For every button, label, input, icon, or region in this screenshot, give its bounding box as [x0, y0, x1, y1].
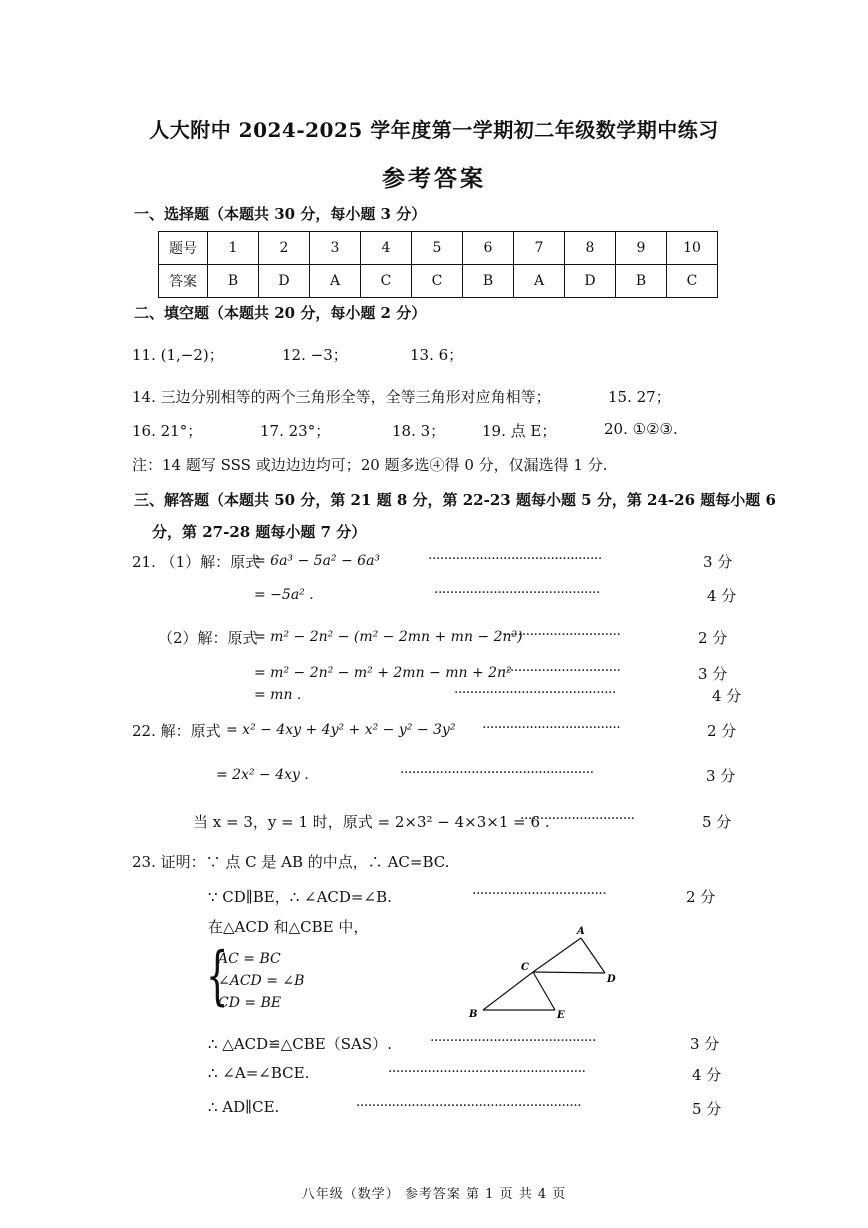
q23-line6: ∴ AD∥CE.	[208, 1098, 280, 1116]
answer-q17: 17. 23°；	[260, 422, 331, 440]
q21-part2-score3: 4 分	[712, 687, 742, 705]
q22-score1: 2 分	[707, 722, 737, 740]
q22-score2: 3 分	[706, 767, 736, 785]
q23-line4: ∴ △ACD≌△CBE（SAS）.	[208, 1035, 392, 1053]
q23-line2: ∵ CD∥BE，∴ ∠ACD=∠B.	[208, 888, 392, 906]
table-cell-answer: B	[208, 265, 259, 298]
q23-system-eq1: AC = BC	[218, 951, 281, 967]
part3-heading-cont: 分，第 27-28 题每小题 7 分）	[152, 523, 367, 541]
q23-system-eq2: ∠ACD = ∠B	[218, 973, 305, 989]
dot-leader: ·························································	[356, 1098, 582, 1114]
dot-leader: ··········································	[434, 585, 600, 601]
dot-leader: ·········································	[454, 685, 616, 701]
q23-line1: 23. 证明：∵ 点 C 是 AB 的中点，∴ AC=BC.	[132, 853, 450, 871]
q23-score5: 4 分	[692, 1066, 722, 1084]
q23-line5: ∴ ∠A=∠BCE.	[208, 1064, 310, 1082]
q21-part1-score2: 4 分	[707, 587, 737, 605]
table-cell-answer: C	[361, 265, 412, 298]
dot-leader: ··················································	[388, 1064, 586, 1080]
label-point-b: B	[469, 1009, 478, 1020]
dot-leader: ············································	[428, 551, 602, 567]
segment-bc	[483, 972, 533, 1010]
table-cell-number: 2	[259, 232, 310, 265]
label-point-a: A	[577, 926, 585, 937]
q22-step1: = x² − 4xy + 4y² + x² − y² − 3y²	[226, 722, 456, 738]
dot-leader: ·······························	[498, 627, 621, 643]
part3-heading: 三、解答题（本题共 50 分，第 21 题 8 分，第 22-23 题每小题 5 分，第 24-26 题每小题 6	[134, 491, 776, 509]
table-header-answer: 答案	[159, 265, 208, 298]
part2-note: 注：14 题写 SSS 或边边边均可；20 题多选④得 0 分，仅漏选得 1 分.	[132, 456, 608, 474]
dot-leader: ·····························	[520, 811, 635, 827]
table-cell-number: 7	[514, 232, 565, 265]
table-cell-answer: B	[463, 265, 514, 298]
answer-q15: 15. 27；	[608, 388, 671, 406]
document-subtitle: 参考答案	[382, 165, 486, 192]
q21-part2-step1: = m² − 2n² − (m² − 2mn + mn − 2n²)	[254, 629, 523, 645]
choice-answer-table	[158, 231, 718, 298]
table-cell-number: 10	[667, 232, 718, 265]
q21-part2-step3: = mn .	[254, 687, 302, 703]
system-brace: {	[206, 939, 229, 1013]
segment-cd	[533, 972, 605, 973]
dot-leader: ·················································	[400, 765, 594, 781]
dot-leader: ······························	[502, 663, 621, 679]
q21-part2-score2: 3 分	[698, 665, 728, 683]
q23-score4: 3 分	[690, 1035, 720, 1053]
q21-part1-step2: = −5a² .	[254, 587, 314, 603]
table-cell-answer: B	[616, 265, 667, 298]
q23-system-eq3: CD = BE	[218, 995, 282, 1011]
table-cell-number: 5	[412, 232, 463, 265]
answer-q19: 19. 点 E；	[482, 422, 557, 440]
label-point-d: D	[607, 974, 616, 985]
label-point-e: E	[557, 1010, 565, 1021]
dot-leader: ··········································	[430, 1033, 596, 1049]
q21-part1-score1: 3 分	[703, 553, 733, 571]
dot-leader: ··································	[472, 886, 607, 902]
q21-part2-score1: 2 分	[698, 629, 728, 647]
label-point-c: C	[521, 962, 529, 973]
q23-score6: 5 分	[692, 1100, 722, 1118]
q23-score2: 2 分	[686, 888, 716, 906]
answer-q13: 13. 6；	[410, 346, 464, 364]
table-cell-number: 8	[565, 232, 616, 265]
table-cell-answer: A	[310, 265, 361, 298]
q22-label: 22. 解：原式	[132, 722, 221, 740]
table-cell-answer: D	[565, 265, 616, 298]
table-cell-answer: D	[259, 265, 310, 298]
table-header-question: 题号	[159, 232, 208, 265]
page-footer: 八年级（数学） 参考答案 第 1 页 共 4 页	[301, 1187, 567, 1202]
q21-part2-label: （2）解：原式	[158, 629, 258, 647]
part1-heading: 一、选择题（本题共 30 分，每小题 3 分）	[134, 205, 427, 223]
document-title: 人大附中 2024-2025 学年度第一学期初二年级数学期中练习	[149, 118, 719, 142]
part2-heading: 二、填空题（本题共 20 分，每小题 2 分）	[134, 304, 427, 322]
table-cell-answer: C	[667, 265, 718, 298]
table-cell-number: 9	[616, 232, 667, 265]
table-cell-answer: C	[412, 265, 463, 298]
q21-part1-step1: = 6a³ − 5a² − 6a³	[254, 553, 381, 569]
q22-score3: 5 分	[702, 813, 732, 831]
table-cell-number: 3	[310, 232, 361, 265]
segment-ca	[533, 938, 581, 972]
answer-q11: 11. (1,−2)；	[132, 346, 224, 364]
table-cell-number: 1	[208, 232, 259, 265]
q22-step3: 当 x = 3，y = 1 时，原式 = 2×3² − 4×3×1 = 6 .	[193, 813, 550, 831]
table-row-answers	[159, 265, 718, 298]
answer-q18: 18. 3；	[392, 422, 446, 440]
q23-line3: 在△ACD 和△CBE 中，	[208, 918, 369, 936]
segment-ce	[533, 972, 555, 1010]
table-cell-number: 6	[463, 232, 514, 265]
answer-q20: 20. ①②③.	[604, 420, 678, 438]
table-cell-answer: A	[514, 265, 565, 298]
answer-q16: 16. 21°；	[132, 422, 203, 440]
table-row-numbers	[159, 232, 718, 265]
dot-leader: ···································	[482, 720, 621, 736]
answer-q12: 12. −3；	[282, 346, 348, 364]
segment-ad	[581, 938, 605, 973]
triangle-figure	[455, 922, 625, 1026]
q22-step2: = 2x² − 4xy .	[216, 767, 309, 783]
q21-part1-label: 21. （1）解：原式	[132, 553, 261, 571]
answer-q14: 14. 三边分别相等的两个三角形全等，全等三角形对应角相等；	[132, 388, 551, 406]
table-cell-number: 4	[361, 232, 412, 265]
q21-part2-step2: = m² − 2n² − m² + 2mn − mn + 2n²	[254, 665, 512, 681]
